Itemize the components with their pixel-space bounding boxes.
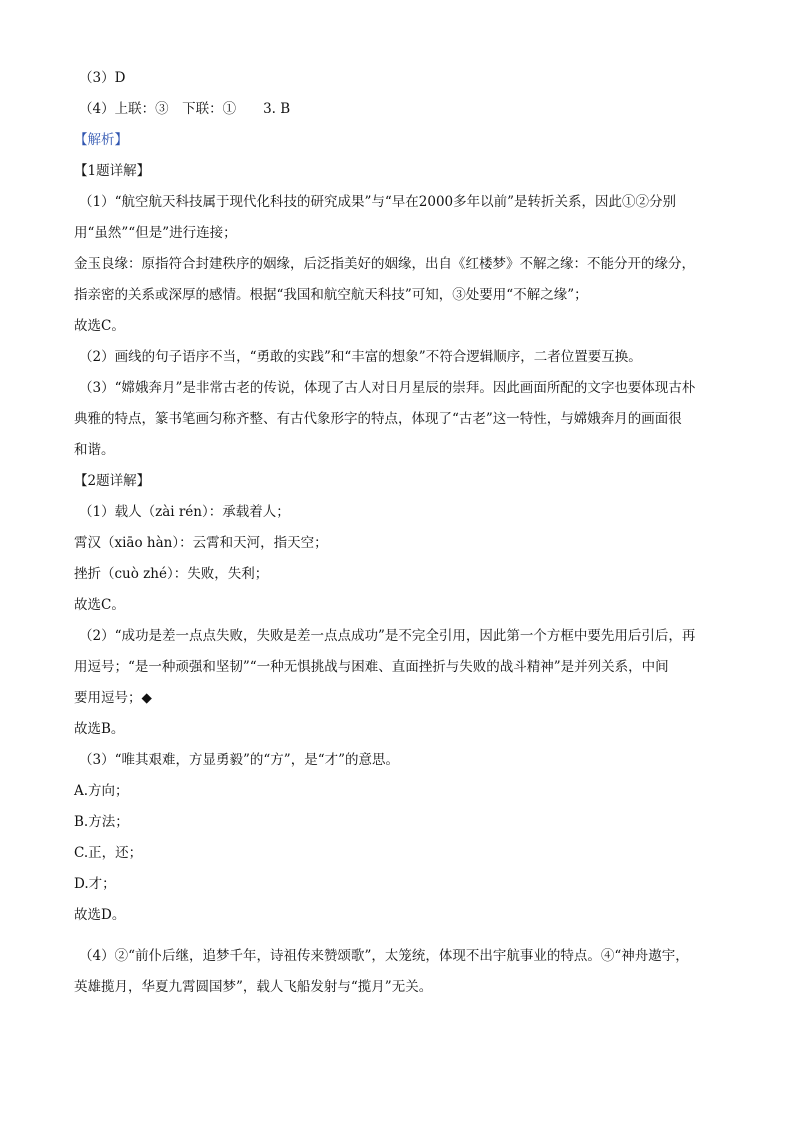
paragraph-line: （1）载人（zài rén）：承载着人； bbox=[79, 504, 290, 520]
option-line: B.方法； bbox=[74, 814, 129, 830]
answer-choice-line: 故选D。 bbox=[74, 907, 126, 923]
answer-choice-line: 故选C。 bbox=[74, 597, 125, 613]
paragraph-line: 典雅的特点，篆书笔画匀称齐整、有古代象形字的特点，体现了“古老”这一特性，与嫦娥奔月的画面很 bbox=[74, 411, 682, 427]
paragraph-line: 英雄揽月，华夏九霄圆国梦”，载人飞船发射与“揽月”无关。 bbox=[74, 979, 433, 995]
paragraph-line: （3）“嫦娥奔月”是非常古老的传说，体现了古人对日月星辰的崇拜。因此画面所配的文字也要体现古朴 bbox=[79, 380, 696, 396]
answer-choice-line: 故选B。 bbox=[74, 721, 125, 737]
section-2-heading: 【2题详解】 bbox=[74, 473, 151, 489]
answer-4: （4）上联：③ 下联：① 3. B bbox=[79, 101, 291, 117]
paragraph-line: （4）②“前仆后继，追梦千年，诗祖传来赞颂歌”，太笼统，体现不出宇航事业的特点。④“神舟遨宇， bbox=[79, 948, 689, 964]
answer-choice-line: 故选C。 bbox=[74, 318, 125, 334]
paragraph-line: 和谐。 bbox=[74, 442, 115, 458]
paragraph-line: （2）“成功是差一点点失败，失败是差一点点成功”是不完全引用，因此第一个方框中要先用后引后，再 bbox=[79, 628, 696, 644]
paragraph-line: （3）“唯其艰难，方显勇毅”的“方”，是“才”的意思。 bbox=[79, 752, 399, 768]
paragraph-line: 金玉良缘：原指符合封建秩序的姻缘，后泛指美好的姻缘，出自《红楼梦》不解之缘：不能分开的缘分， bbox=[74, 256, 695, 272]
paragraph-line: 要用逗号；◆ bbox=[74, 690, 152, 706]
paragraph-line: 指亲密的关系或深厚的感情。根据“我国和航空航天科技”可知，③处要用“不解之缘”； bbox=[74, 287, 588, 303]
option-line: C.正，还； bbox=[74, 845, 143, 861]
paragraph-line: （2）画线的句子语序不当，“勇敢的实践”和“丰富的想象”不符合逻辑顺序，二者位置要互换。 bbox=[79, 349, 642, 365]
paragraph-line: （1）“航空航天科技属于现代化科技的研究成果”与“早在2000多年以前”是转折关系，因此①②分别 bbox=[79, 194, 677, 210]
analysis-heading: 【解析】 bbox=[74, 132, 128, 148]
paragraph-line: 用“虽然”“但是”进行连接； bbox=[74, 225, 237, 241]
option-line: D.才； bbox=[74, 876, 116, 892]
paragraph-line: 用逗号；“是一种顽强和坚韧”“一种无惧挑战与困难、直面挫折与失败的战斗精神”是并列关系，中间 bbox=[74, 659, 669, 675]
paragraph-line: 挫折（cuò zhé）：失败，失利； bbox=[74, 566, 269, 582]
paragraph-line: 霄汉（xiāo hàn）：云霄和天河，指天空； bbox=[74, 535, 328, 551]
answer-3: （3）D bbox=[79, 70, 126, 86]
section-1-heading: 【1题详解】 bbox=[74, 163, 151, 179]
option-line: A.方向； bbox=[74, 783, 129, 799]
